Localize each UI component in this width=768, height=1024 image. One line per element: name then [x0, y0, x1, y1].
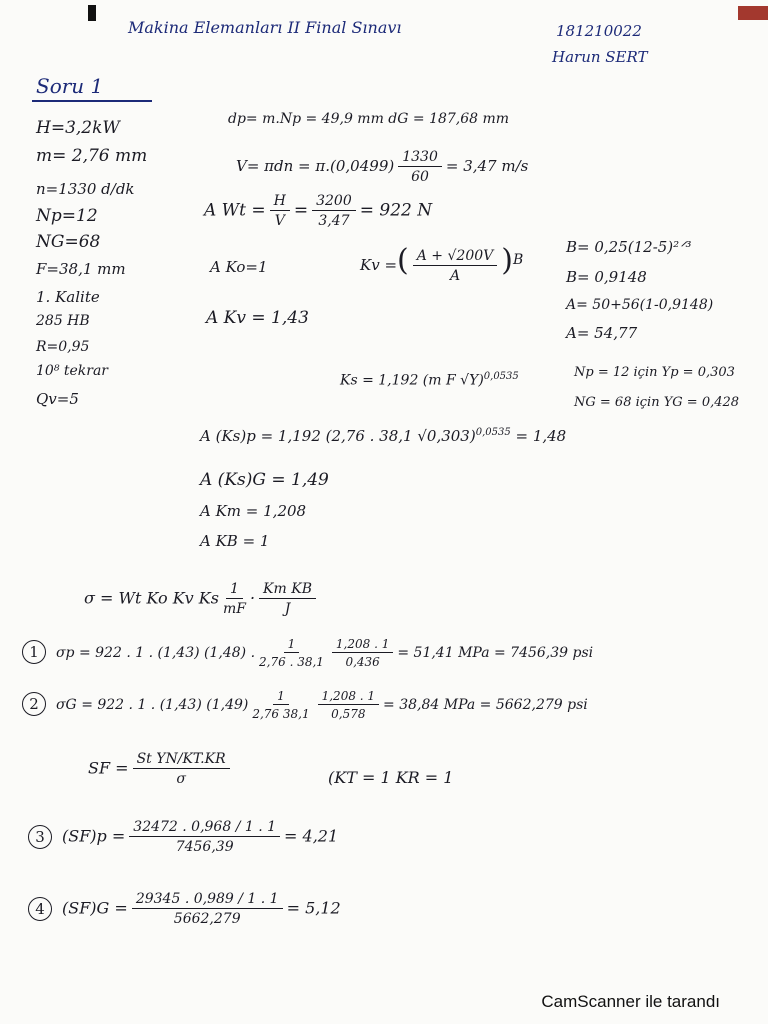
- given-item: Qv=5: [36, 390, 79, 408]
- rim-thickness-factor: A KB = 1: [200, 532, 270, 550]
- scanner-watermark: CamScanner ile tarandı: [541, 992, 720, 1011]
- given-item: H=3,2kW: [36, 118, 120, 138]
- b-value: B= 0,9148: [566, 268, 647, 286]
- exam-title: Makina Elemanları II Final Sınavı: [128, 18, 402, 37]
- overload-factor: A Ko=1: [210, 258, 268, 276]
- velocity-line: V= πdn = π.(0,0499) $\frac{1330}{60}$ = 3,47 m/s: [236, 149, 529, 185]
- b-formula: B= 0,25(12-5)²ᐟ³: [566, 238, 692, 256]
- gear-stress-line: 2 σG = 922 . 1 . (1,43) (1,49) $\frac{1}{2,76 38,1}$ $\frac{1,208 . 1}{0,578}$ = 38,84 MPa = 5662,279 psi: [22, 690, 588, 720]
- given-item: n=1330 d/dk: [36, 180, 135, 198]
- pinion-stress-line: 1 σp = 922 . 1 . (1,43) (1,48) . $\frac{1}{2,76 . 38,1}$ $\frac{1,208 . 1}{0,436}$ = 51,41 MPa = 7456,39 psi: [22, 638, 593, 668]
- binder-clip-mark: [88, 5, 96, 21]
- pinion-safety-factor-line: 3 (SF)p = $\frac{32472 . 0,968 / 1 . 1}{7456,39}$ = 4,21: [28, 820, 338, 854]
- step-4-marker: 4: [28, 897, 52, 921]
- pitch-diameters: dp= m.Np = 49,9 mm dG = 187,68 mm: [228, 111, 510, 127]
- tangential-load-line: A Wt = $\frac{H}{V}$ = $\frac{3200}{3,47}$ = 922 N: [204, 193, 433, 229]
- kv-result: A Kv = 1,43: [206, 308, 309, 328]
- load-distribution-factor: A Km = 1,208: [200, 502, 307, 520]
- given-item: R=0,95: [36, 339, 90, 355]
- given-item: 285 HB: [36, 313, 90, 329]
- a-value: A= 54,77: [566, 324, 638, 342]
- ks-pinion: A (Ks)p = 1,192 (2,76 . 38,1 √0,303)$^{0,0535}$ = 1,48: [200, 427, 567, 445]
- step-3-marker: 3: [28, 825, 52, 849]
- given-item: 1. Kalite: [36, 288, 100, 306]
- step-2-marker: 2: [22, 692, 46, 716]
- given-item: 10⁸ tekrar: [36, 363, 109, 379]
- step-1-marker: 1: [22, 640, 46, 664]
- given-item: m= 2,76 mm: [36, 146, 148, 166]
- given-item: NG=68: [36, 232, 101, 252]
- student-name: Harun SERT: [552, 48, 648, 66]
- student-number: 181210022: [556, 22, 642, 40]
- question-title: Soru 1: [36, 74, 104, 98]
- safety-factor-formula: SF = $\frac{\text{St YN/KT.KR}}{\sigma}$: [88, 752, 234, 786]
- kv-formula: Kv =( $\frac{A + √200V}{A}$ )$^B$: [360, 243, 524, 284]
- bending-stress-equation: σ = Wt Ko Kv Ks $\frac{1}{mF}$ · $\frac{\text{Km KB}}{J}$: [84, 582, 320, 616]
- given-item: Np=12: [36, 206, 98, 226]
- ks-gear: A (Ks)G = 1,49: [200, 470, 329, 490]
- gear-lewis-factor: NG = 68 için YG = 0,428: [574, 395, 740, 410]
- gear-safety-factor-line: 4 (SF)G = $\frac{29345 . 0,989 / 1 . 1}{5662,279}$ = 5,12: [28, 892, 341, 926]
- a-formula: A= 50+56(1-0,9148): [566, 297, 714, 313]
- pinion-lewis-factor: Np = 12 için Yp = 0,303: [574, 365, 735, 380]
- given-item: F=38,1 mm: [36, 260, 126, 278]
- factor-note: (KT = 1 KR = 1: [328, 768, 454, 787]
- question-title-underline: [32, 100, 152, 102]
- size-factor-formula: Ks = 1,192 (m F √Y)$^{0,0535}$: [340, 371, 519, 389]
- red-corner-mark: [738, 6, 768, 20]
